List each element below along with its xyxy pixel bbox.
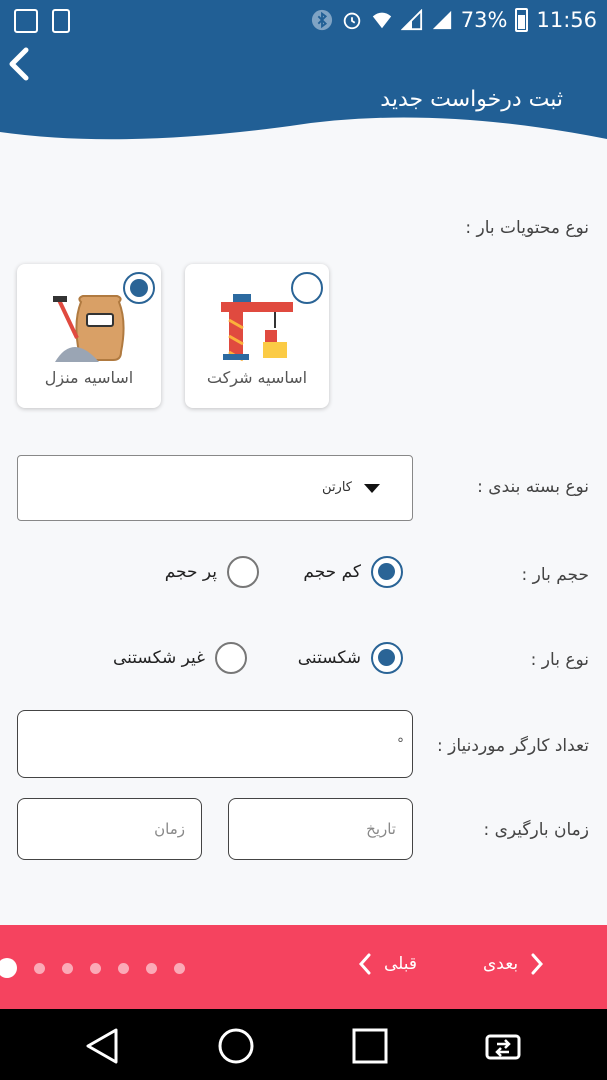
sim-notification-icon <box>52 9 70 33</box>
gallery-notification-icon <box>14 9 38 33</box>
back-button[interactable] <box>0 44 40 84</box>
back-triangle-icon[interactable] <box>82 1026 122 1066</box>
signal-2-icon <box>431 9 453 31</box>
rotate-screen-icon[interactable] <box>483 1026 523 1066</box>
crane-icon <box>219 292 295 362</box>
loading-time-label: زمان بارگیری : <box>483 820 589 840</box>
volume-small-label: کم حجم <box>303 562 361 582</box>
home-radio[interactable] <box>123 272 155 304</box>
packaging-label: نوع بسته بندی : <box>477 477 589 497</box>
sack-shovel-icon <box>51 292 127 362</box>
volume-option-bulky[interactable] <box>165 556 259 588</box>
battery-percent: 73% <box>460 8 508 32</box>
packaging-select[interactable] <box>17 455 413 521</box>
signal-1-icon <box>401 9 423 31</box>
volume-bulky-radio[interactable] <box>227 556 259 588</box>
recents-square-icon[interactable] <box>350 1026 390 1066</box>
dropdown-arrow-icon <box>364 484 380 493</box>
workers-unit-mark: ° <box>397 736 404 752</box>
cargo-option-nonfragile[interactable] <box>113 642 247 674</box>
previous-label: قبلی <box>384 954 418 974</box>
option-company-furniture[interactable] <box>185 264 329 408</box>
app-header <box>0 44 607 149</box>
clock: 11:56 <box>536 8 597 32</box>
workers-input[interactable] <box>17 710 413 778</box>
next-label: بعدی <box>483 954 519 974</box>
date-input[interactable] <box>228 798 413 860</box>
cargo-nonfragile-radio[interactable] <box>215 642 247 674</box>
bluetooth-icon <box>311 9 333 31</box>
cargo-fragile-radio[interactable] <box>371 642 403 674</box>
packaging-selected-value: کارتن <box>322 480 352 495</box>
battery-icon <box>515 8 528 32</box>
chevron-right-icon <box>530 953 544 975</box>
cargo-type-label: نوع بار : <box>530 650 589 670</box>
company-radio[interactable] <box>291 272 323 304</box>
home-option-label: اساسیه منزل <box>44 368 134 387</box>
next-button[interactable] <box>483 953 544 975</box>
wizard-footer <box>0 925 607 1009</box>
page-dot <box>146 963 157 974</box>
page-dot <box>174 963 185 974</box>
page-dot <box>118 963 129 974</box>
cargo-fragile-label: شکستنی <box>297 648 361 668</box>
cargo-option-fragile[interactable] <box>298 642 403 674</box>
page-dot-active <box>0 958 17 978</box>
alarm-icon <box>341 9 363 31</box>
time-input[interactable] <box>17 798 202 860</box>
page-dot <box>34 963 45 974</box>
status-bar <box>0 0 607 44</box>
option-home-furniture[interactable] <box>17 264 161 408</box>
chevron-left-icon <box>358 953 372 975</box>
company-option-label: اساسیه شرکت <box>206 368 308 387</box>
volume-small-radio[interactable] <box>371 556 403 588</box>
page-dot <box>90 963 101 974</box>
cargo-nonfragile-label: غیر شکستنی <box>112 648 205 668</box>
workers-label: تعداد کارگر موردنیاز : <box>437 736 589 756</box>
volume-bulky-label: پر حجم <box>164 562 217 582</box>
system-navigation-bar <box>0 1009 607 1080</box>
wifi-icon <box>371 9 393 31</box>
content-type-label: نوع محتویات بار : <box>465 218 589 238</box>
page-dot <box>62 963 73 974</box>
volume-label: حجم بار : <box>521 565 589 585</box>
home-circle-icon[interactable] <box>216 1026 256 1066</box>
page-title: ثبت درخواست جدید <box>380 87 563 112</box>
page-indicator <box>0 958 185 978</box>
previous-button[interactable] <box>358 953 417 975</box>
volume-option-small[interactable] <box>303 556 403 588</box>
